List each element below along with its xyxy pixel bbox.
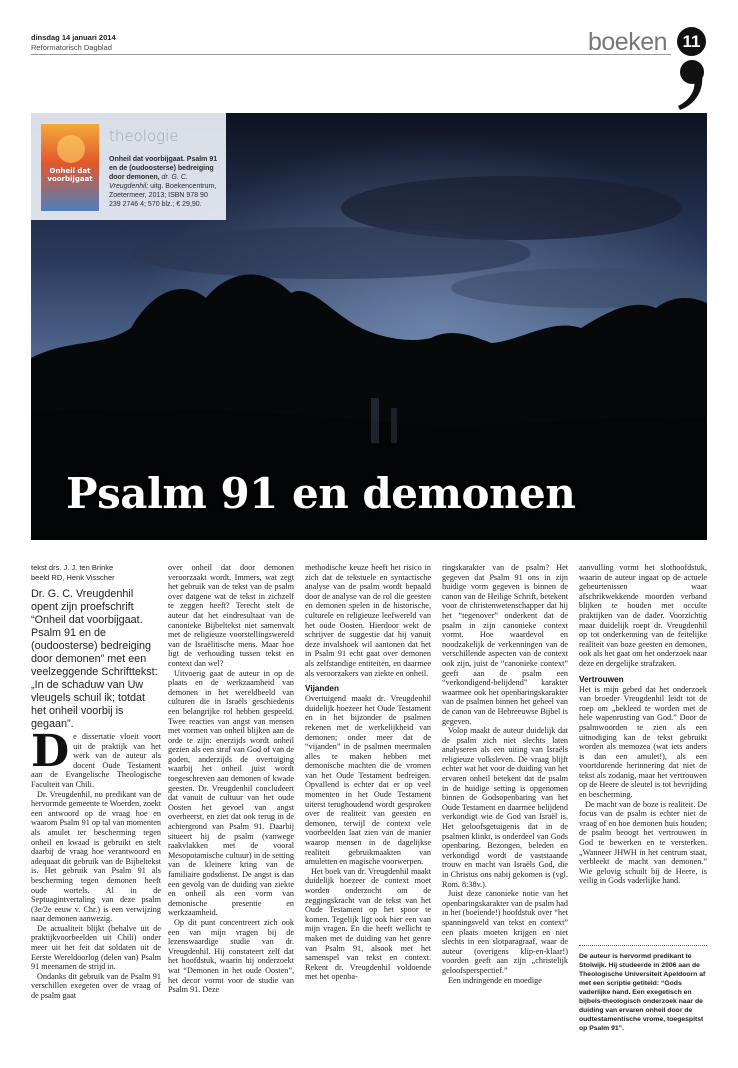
paragraph: Uitvoerig gaat de auteur in op de plaats en de werkzaamheid van demonen in het wereldbeeld van culturen die in Israëls geschiedenis een belangrijke rol hebben gespeeld. Twee reacties van angst van mensen met vormen van onheil blijken aan de orde te zijn: enerzijds wordt onheil gezien als een straf van God of van de goden, anderzijds de overtuiging waarbij het onheil juist wordt toegeschreven aan demonen of kwade geesten. Dr. Vreugdenhil concludeert dat vanuit de cultuur van het oude Oosten het gevoel van angst overheerst, en ziet dat ook terug in de achtergrond van Psalm 91. Daarbij situeert hij de psalm (vanwege raakvlakken met de vooral Mesopotamische cultuur) in de setting van de kleinere kring van de familiaire godsdienst. De angst is dan een gevolg van de duiding van ziekte en onheil als een vorm van demonische presentie en werkzaamheid. <box>168 668 294 918</box>
paragraph: Ondanks dit gebruik van de Psalm 91 verschillen exegeten over de vraag of de psalm gaat <box>31 971 161 1001</box>
book-info-box <box>31 113 226 220</box>
byline-photo: beeld RD, Henk Visscher <box>31 573 115 582</box>
paragraph: over onheil dat door demonen veroorzaakt wordt. Immers, wat zegt het gebruik van de tekst van de psalm over datgene wat de tekst in zichzelf te zeggen heeft? Terecht stelt de auteur dat het eindresultaat van de canonieke Bijbeltekst niet samenvalt met de religieuze voorstellingswereld van de Israëlitische mens. Maar hoe ligt de verhouding tussen tekst en context dan wel? <box>168 563 294 668</box>
comma-icon <box>674 58 710 112</box>
book-cover-title: Onheil dat voorbijgaat <box>47 167 93 183</box>
section-title: boeken <box>588 28 668 56</box>
book-publication: uitg. Boekencentrum, Zoetermeer, 2013; ISBN 978 90 239 2746 4; 570 blz.; € 29,90. <box>109 183 217 208</box>
headline: Psalm 91 en demonen <box>66 469 576 518</box>
article-intro: Dr. G. C. Vreugdenhil opent zijn proefschrift “Onheil dat voorbijgaat. Psalm 91 en de (oudoosterse) bedreiging door demonen” met een veelzeggende Schrifttekst: „In de schaduw van Uw vleugels schuil ik; totdat het onheil voorbij is gegaan”. <box>31 588 158 730</box>
byline-text: tekst drs. J. J. ten Brinke <box>31 563 114 572</box>
paragraph: Het boek van dr. Vreugdenhil maakt duidelijk hoezeer de context moet worden onderzocht om de zeggingskracht van de tekst van het Oude Testament op het spoor te komen. Tegelijk ligt ook hier een van mijn vragen. En die heeft wellicht te maken met de duiding van het genre van Psalm 91, alsook met het samenspel van tekst en context. Rekent dr. Vreugdenhil voldoende met het openba- <box>305 866 431 982</box>
article-column-1 <box>31 726 161 1001</box>
paragraph: ringskarakter van de psalm? Het gegeven dat Psalm 91 ons in zijn huidige vorm gegeven is binnen de canon van de Heilige Schrift, betekent voor de christenwetenschapper dat hij het “tegenover” onderkent dat de psalm in zijn canonieke context vormt. Hoe waardevol en noodzakelijk de verkenningen van de verschillende aspecten van de context ook zijn, juist de “canonieke context” geeft aan de psalm een “verkondigend-belijdend” karakter waarmee ook het openbaringskarakter van de psalmen binnen het geheel van de canon van de Hebreeuwse Bijbel is gegeven. <box>442 563 568 726</box>
article-column-3 <box>305 563 431 982</box>
byline <box>31 563 115 583</box>
author-bio: De auteur is hervormd predikant te Stolwijk. Hij studeerde in 2006 aan de Theologische Universiteit Apeldoorn af met een scriptie getiteld: “Gods vaderlijke hand. Een exegetisch en bijbels-theologisch onderzoek naar de duiding van ervaren onheil door de oudtestamentische vrome, toegespitst op Psalm 91”. <box>579 953 706 1032</box>
book-genre: theologie <box>109 127 179 145</box>
subheading-vertrouwen: Vertrouwen <box>579 674 624 684</box>
paragraph: Volop maakt de auteur duidelijk dat de psalm zich niet slechts laten analyseren als een uiting van Israëls religieuze volksleven. De vraag blijft echter wat het voor de duiding van het ervaren onheil betekent dat de psalm in de huidige setting is opgenomen binnen de Godsopenbaring van het Oude Testament en daarmee belijdend verkondigt wie de God van Israël is. Het geloofsgetuigenis dat in de psalmen klinkt, is onderdeel van Gods openbaring. Bezongen, beleden en verkondigd wordt de vaststaande trouw en macht van Israëls God, die in Christus ons nabij gekomen is (vgl. Rom. 8:38v.). <box>442 726 568 889</box>
paragraph: aanvulling vormt het slothoofdstuk, waarin de auteur ingaat op de actuele gebeurtenissen waar afschrikwekkende moorden verband blijken te houden met occulte praktijken van de dader. Voorzichtig maar duidelijk roept dr. Vreugdenhil op tot onderkenning van de feitelijke realiteit van boze geesten en demonen, ook als het gaat om het onderzoek naar deze en dergelijke strafzaken. <box>579 563 707 668</box>
article-column-2 <box>168 563 294 995</box>
book-details <box>109 155 221 209</box>
subheading-vijanden: Vijanden <box>305 684 339 694</box>
paragraph: De macht van de boze is realiteit. De focus van de psalm is echter niet de vraag of en hoe demonen huis houden; de psalm beoogt het vertrouwen in God te bewerken en te versterken. „Wanneer JHWH in het centrum staat, verbleekt de macht van demonen.” Wie gelovig schuilt bij de Heere, is veilig in Gods vaderlijke hand. <box>579 799 707 886</box>
drop-cap: D <box>31 726 70 777</box>
article-column-4 <box>442 563 568 985</box>
issue-date: dinsdag 14 januari 2014 <box>31 33 116 42</box>
paragraph: Overtuigend maakt dr. Vreugdenhil duidelijk hoezeer het Oude Testament en in het bijzonder de psalmen rekenen met de werkelijkheid van demonen; onder meer dat de “vijanden” in de psalmen meermalen alles te maken hebben met demonische machten die de vromen van het Oude Testament bedreigen. Opvallend is echter dat er op veel momenten in het Oude Testament uiterst terughoudend wordt gesproken over de realiteit van geesten en demonen, terwijl de context vele voorbeelden laat zien van de manier waarop mensen in de dagelijkse realiteit gebruikmaakten van amuletten en magische voorwerpen. <box>305 694 431 867</box>
book-title: Onheil dat voorbijgaat. Psalm 91 en de (oudoosterse) bedreiging door demonen, <box>109 156 218 181</box>
paragraph: Dr. Vreugdenhil, nu predikant van de hervormde gemeente te Woerden, zoekt een antwoord op de vraag hoe en waarom Psalm 91 op tal van momenten als amulet ter bescherming tegen onheil en kwaad is gebruikt en stelt daarbij de vraag hoe verantwoord en adequaat dit gebruik van de Bijbeltekst is. Het gebruik van Psalm 91 als bescherming tegen demonen heeft oude wortels. Al in de Septuagintvertaling van deze psalm (3e/2e eeuw v. Chr.) is een verwijzing naar demonen aanwezig. <box>31 789 161 924</box>
book-cover-image <box>41 124 99 211</box>
newspaper-name: Reformatorisch Dagblad <box>31 43 112 52</box>
paragraph: Juist deze canonieke notie van het openbaringskarakter van de psalm had in het (boeiende!) hoofdstuk over “het spanningsveld van tekst en context” een plaats moeten krijgen en niet slechts in een slotparagraaf, waar de auteur (overigens klip-en-klaar!) voorden geeft aan zijn „christelijk geloofsperspectief.” <box>442 889 568 975</box>
page-number: 11 <box>677 27 706 56</box>
paragraph: Een indringende en moedige <box>448 975 542 985</box>
bio-divider <box>579 945 707 946</box>
paragraph: Op dit punt concentreert zich ook een van mijn vragen bij de lezenswaardige studie van dr. Vreugdenhil. Hij constateert zelf dat het hoofdstuk, waarin hij onderzoekt wat “Demonen in het oude Oosten”, het decor vormt voor de studie van Psalm 91. Deze <box>168 917 294 995</box>
book-author: dr. G. C. Vreugdenhil; <box>109 174 188 190</box>
paragraph: e dissertatie vloeit voort uit de praktijk van het werk van de auteur als docent Oude Testament aan de Evangelische Theologische Faculteit van Chili. <box>31 732 161 789</box>
masthead-divider <box>31 54 671 55</box>
paragraph: methodische keuze heeft het risico in zich dat de tekstuele en syntactische analyse van de psalm wordt bepaald door de analyse van de rol die geesten en demonen spelen in de historische, culturele en religieuze leefwereld van het oude Oosten. Hierdoor wekt de schrijver de suggestie dat hij vanuit deze invalshoek wil aantonen dat het in Psalm 91 echt gaat over demonen als zelfstandige entiteiten, en daarmee als veroorzakers van ziekte en onheil. <box>305 563 431 678</box>
paragraph: Het is mijn gebed dat het onderzoek van broeder Vreugdenhil leidt tot de roep om „bekleed te worden met de hele wapenrusting van God.” Door de psalmwoorden te zien als een uitnodiging kan de tekst gebruikt worden als memozea (wat iets anders is dan een amulet!), als een voortdurende herinnering dat niet de tekst als zodanig, maar het vertrouwen op de Heere de sleutel is tot bevrijding en bescherming. <box>579 684 707 800</box>
paragraph: De actualiteit blijkt (behalve uit de praktijkvoorbeelden uit Chili) onder meer uit het feit dat soldaten uit de Eerste Wereldoorlog (delen van) Psalm 91 meenamen de strijd in. <box>31 923 161 972</box>
article-column-5 <box>579 563 707 886</box>
